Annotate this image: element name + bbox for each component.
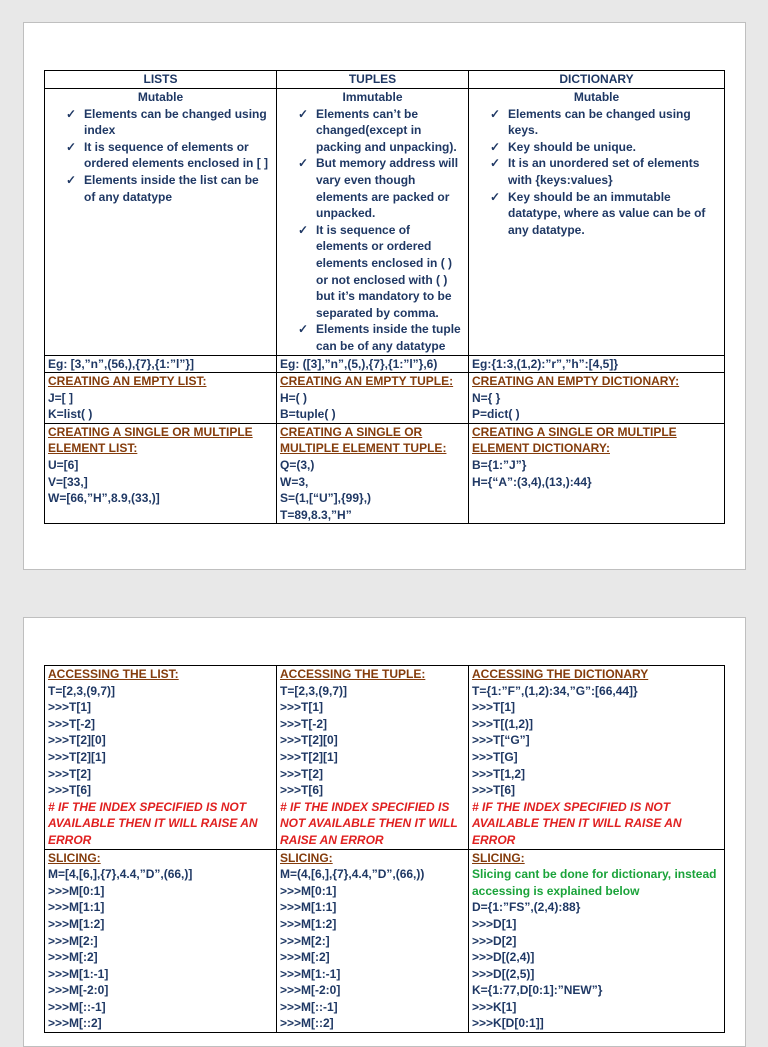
check-icon: ✓ bbox=[66, 172, 77, 187]
lists-properties bbox=[45, 89, 277, 356]
dictionary-bullets bbox=[472, 106, 721, 239]
page-2 bbox=[23, 617, 746, 1047]
slicing-row bbox=[45, 849, 725, 1033]
tuples-properties bbox=[277, 89, 469, 356]
dictionary-mutability: Mutable bbox=[573, 90, 620, 104]
lists-create: CREATING A SINGLE OR MULTIPLE ELEMENT LIST: U=[6] V=[33,] W=[66,”H”,8.9,(33,)] bbox=[45, 423, 277, 524]
check-icon: ✓ bbox=[298, 156, 309, 171]
check-icon: ✓ bbox=[490, 139, 501, 154]
header-tuples: TUPLES bbox=[277, 71, 469, 89]
empty-row bbox=[45, 373, 725, 424]
check-icon: ✓ bbox=[490, 156, 501, 171]
dictionary-access: ACCESSING THE DICTIONARY T={1:”F”,(1,2):34,”G”:[66,44]} >>>T[1] >>>T[(1,2)] >>>T[“G”] >>>T[G] >>>T[1,2] >>>T[6] # IF THE INDEX SPECIFIED IS NOT AVAILABLE THEN IT WILL RAISE AN ERROR bbox=[469, 666, 725, 850]
lists-slicing: SLICING: M=[4,[6,],{7},4.4,”D”,(66,)] >>>M[0:1] >>>M[1:1] >>>M[1:2] >>>M[2:] >>>M[:2] >>>M[1:-1] >>>M[-2:0] >>>M[::-1] >>>M[::2] bbox=[45, 849, 277, 1033]
dictionary-create: CREATING A SINGLE OR MULTIPLE ELEMENT DICTIONARY: B={1:”J”} H={“A”:(3,4),(13,):44} bbox=[469, 423, 725, 524]
check-icon: ✓ bbox=[298, 106, 309, 121]
header-lists: LISTS bbox=[45, 71, 277, 89]
list-item: ✓ Elements inside the list can be of any datatype bbox=[66, 172, 259, 204]
examples-row bbox=[45, 355, 725, 373]
tuples-access: ACCESSING THE TUPLE: T=[2,3,(9,7)] >>>T[1] >>>T[-2] >>>T[2][0] >>>T[2][1] >>>T[2] >>>T[6] # IF THE INDEX SPECIFIED IS NOT AVAILABLE THEN IT WILL RAISE AN ERROR bbox=[277, 666, 469, 850]
lists-mutability: Mutable bbox=[137, 90, 184, 104]
list-item: ✓ Elements can be changed using index bbox=[66, 106, 267, 138]
check-icon: ✓ bbox=[298, 222, 309, 237]
check-icon: ✓ bbox=[490, 189, 501, 204]
tuples-example: Eg: ([3],”n”,(5,),{7},{1:”l”},6) bbox=[277, 355, 469, 373]
list-item: ✓ Key should be an immutable datatype, where as value can be of any datatype. bbox=[490, 189, 706, 237]
accessing-table bbox=[44, 665, 725, 1033]
tuples-mutability: Immutable bbox=[342, 90, 403, 104]
lists-example: Eg: [3,”n”,(56,),{7},{1:”l”}] bbox=[45, 355, 277, 373]
tuples-empty: CREATING AN EMPTY TUPLE: H=( ) B=tuple( ) bbox=[277, 373, 469, 424]
list-item: ✓ Elements inside the tuple can be of any datatype bbox=[298, 322, 461, 353]
header-row bbox=[45, 71, 725, 89]
check-icon: ✓ bbox=[490, 106, 501, 121]
page-1 bbox=[23, 22, 746, 570]
tuples-bullets bbox=[280, 106, 465, 355]
list-item: ✓ Key should be unique. bbox=[490, 139, 637, 154]
list-item: ✓ It is sequence of elements or ordered elements enclosed in [ ] bbox=[66, 139, 269, 171]
comparison-table bbox=[44, 70, 725, 524]
create-row bbox=[45, 423, 725, 524]
lists-access: ACCESSING THE LIST: T=[2,3,(9,7)] >>>T[1] >>>T[-2] >>>T[2][0] >>>T[2][1] >>>T[2] >>>T[6] # IF THE INDEX SPECIFIED IS NOT AVAILABLE THEN IT WILL RAISE AN ERROR bbox=[45, 666, 277, 850]
tuples-slicing: SLICING: M=(4,[6,],{7},4.4,”D”,(66,)) >>>M[0:1] >>>M[1:1] >>>M[1:2] >>>M[2:] >>>M[:2] >>>M[1:-1] >>>M[-2:0] >>>M[::-1] >>>M[::2] bbox=[277, 849, 469, 1033]
list-item: ✓ It is sequence of elements or ordered elements enclosed in ( ) or not enclosed with ( ) but it’s mandatory to be separated by comma. bbox=[298, 222, 453, 320]
list-item: ✓ Elements can be changed using keys. bbox=[490, 106, 691, 138]
list-item: ✓ It is an unordered set of elements with {keys:values} bbox=[490, 156, 700, 187]
list-item: ✓ Elements can’t be changed(except in packing and unpacking). bbox=[298, 106, 457, 154]
access-row bbox=[45, 666, 725, 850]
lists-empty: CREATING AN EMPTY LIST: J=[ ] K=list( ) bbox=[45, 373, 277, 424]
dictionary-example: Eg:{1:3,(1,2):”r”,”h”:[4,5]} bbox=[469, 355, 725, 373]
dictionary-empty: CREATING AN EMPTY DICTIONARY: N={ } P=dict( ) bbox=[469, 373, 725, 424]
lists-bullets bbox=[48, 106, 273, 206]
check-icon: ✓ bbox=[66, 139, 77, 154]
tuples-create: CREATING A SINGLE OR MULTIPLE ELEMENT TUPLE: Q=(3,) W=3, S=(1,[“U”],{99},) T=89,8.3,”H” bbox=[277, 423, 469, 524]
dictionary-properties bbox=[469, 89, 725, 356]
properties-row bbox=[45, 89, 725, 356]
check-icon: ✓ bbox=[66, 106, 77, 121]
check-icon: ✓ bbox=[298, 322, 309, 337]
header-dictionary: DICTIONARY bbox=[469, 71, 725, 89]
dictionary-slicing: SLICING: Slicing cant be done for dictionary, instead accessing is explained below D={1:”FS”,(2,4):88} >>>D[1] >>>D[2] >>>D[(2,4)] >>>D[(2,5)] K={1:77,D[0:1]:”NEW”} >>>K[1] >>>K[D[0:1]] bbox=[469, 849, 725, 1033]
list-item: ✓ But memory address will vary even though elements are packed or unpacked. bbox=[298, 156, 459, 221]
